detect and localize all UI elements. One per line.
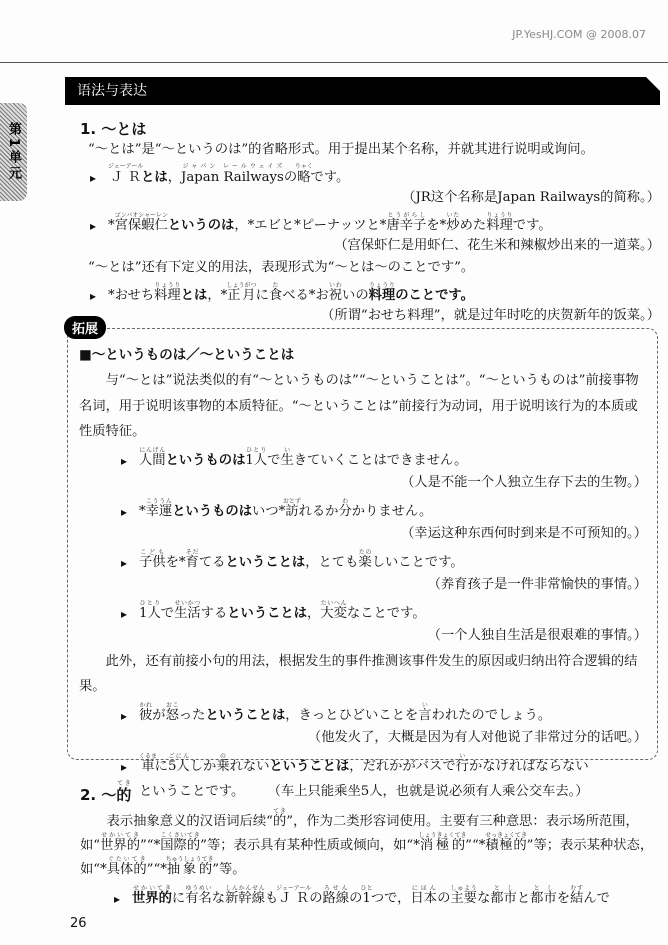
ruby-reading: しんかんせん (225, 885, 265, 892)
text-segment: しいことです。 (371, 554, 464, 570)
ruby-base: 1人 (245, 452, 268, 468)
ruby-base: 大変 (320, 605, 347, 621)
extension-body (79, 368, 647, 802)
ruby-word (167, 752, 190, 774)
ruby-word (485, 832, 527, 853)
ruby-word (225, 885, 265, 906)
text-segment: 表示抽象意义的汉语词后续“ (106, 814, 273, 829)
ruby-word (108, 163, 144, 185)
paragraph: “～とは”还有下定义的用法，表现形式为“～とは～のことです”。 (88, 260, 475, 275)
ruby-word (530, 885, 557, 906)
ruby-word (294, 163, 313, 185)
ruby-word (174, 599, 201, 621)
ruby-base: 楽 (358, 554, 372, 570)
ruby-reading: そだ (185, 548, 199, 556)
text-segment: ”等；表示具有某种性质或倾向，如“* (200, 838, 420, 853)
watermark: JP.YesHJ.COM @ 2008.07 (512, 28, 646, 41)
ruby-reading: とうがらし (386, 212, 427, 219)
unit-side-tab: 第1单元 (0, 103, 27, 201)
ruby-word (100, 832, 140, 853)
ruby-base: 的 (272, 814, 287, 829)
ruby-reading: しょうがつ (226, 282, 257, 289)
header-rule (0, 62, 668, 63)
text-segment: かりません。 (351, 503, 433, 519)
ruby-reading: ちゅうしょうてき (165, 856, 214, 863)
ruby-base: 都市 (530, 891, 557, 906)
ruby-base: 分 (338, 503, 352, 519)
ruby-base: 結 (570, 891, 584, 906)
ruby-base: 5人 (167, 758, 190, 774)
ruby-reading: の (216, 752, 230, 760)
ruby-reading: せっきょくてき (485, 832, 527, 839)
ruby-reading: わ (338, 497, 352, 505)
ruby-reading: りゃく (294, 163, 313, 170)
text-segment: ，とても (305, 554, 359, 570)
ruby-reading: た (268, 282, 283, 289)
translation-line: （所谓“おせち料理”，就是过年时吃的庆贺新年的饭菜。） (321, 308, 660, 323)
ruby-word (139, 599, 161, 621)
text-segment: ”，作为二类形容词使用。主要有三种意思：表示场所范围，如“ (80, 814, 639, 853)
ruby-word (272, 808, 287, 829)
ruby-word (185, 548, 199, 570)
ruby-word (132, 885, 172, 906)
ruby-reading: いわ (328, 282, 343, 289)
ruby-base: 怒 (165, 707, 179, 723)
ruby-reading: くるま (139, 752, 158, 760)
text-segment: を* (165, 554, 186, 570)
folded-corner-icon (646, 77, 660, 91)
translation-line: （JR这个名称是Japan Railways的简称。） (402, 190, 660, 205)
ruby-reading: せかいてき (100, 832, 140, 839)
ruby-base: 祝 (328, 288, 343, 303)
text-segment: も (264, 891, 279, 906)
ruby-reading: ごにん (167, 752, 190, 760)
text-segment: った (178, 707, 206, 723)
text-segment: れるか (298, 503, 339, 519)
ruby-base: 乗 (216, 758, 230, 774)
ruby-base: 新幹線 (225, 891, 265, 906)
ruby-word (216, 752, 230, 774)
ruby-reading: ひと (360, 885, 373, 892)
ruby-reading: ひとり (245, 446, 268, 454)
ruby-base: ＪＲ (108, 170, 144, 185)
text-segment: する (200, 605, 228, 621)
ruby-word (358, 548, 372, 570)
ruby-base: 育 (185, 554, 199, 570)
ruby-word (446, 212, 460, 233)
text-segment: とは (141, 170, 168, 185)
example-sentence (79, 547, 647, 573)
ruby-reading: てき (116, 780, 132, 787)
ruby-word (490, 885, 517, 906)
ruby-reading: おとず (282, 497, 301, 505)
ruby-base: 世界的 (100, 838, 140, 853)
ruby-base: 食 (268, 288, 283, 303)
ruby-word (455, 752, 469, 774)
section-2-title-word (116, 780, 132, 804)
text-segment: ，きっとひどいことを (285, 707, 419, 723)
example-sentence (80, 882, 655, 908)
text-segment: ”等。 (212, 862, 246, 877)
text-segment: ”“* (465, 838, 486, 853)
ruby-word (154, 282, 181, 303)
section-2-title-prefix: 2. ～ (80, 786, 117, 804)
ruby-base: 生 (280, 452, 294, 468)
ruby-base: 有名 (185, 891, 212, 906)
extension-label: 拓展 (64, 316, 106, 339)
text-segment: てる (198, 554, 226, 570)
ruby-word (139, 548, 166, 570)
ruby-base: 生活 (174, 605, 201, 621)
ruby-word (268, 282, 283, 303)
ruby-reading: ぐたいてき (106, 856, 147, 863)
section-1-body (88, 139, 660, 327)
text-segment: の (437, 891, 451, 906)
text-segment: というものは (165, 452, 246, 468)
example-sentence (88, 209, 660, 235)
ruby-word (106, 856, 147, 877)
ruby-reading: いた (446, 212, 460, 219)
text-segment: *おせち (108, 288, 155, 303)
ruby-base: 車 (139, 758, 158, 774)
ruby-word (114, 212, 168, 233)
ruby-word (486, 212, 513, 233)
ruby-base: 国際的 (160, 838, 201, 853)
ruby-reading: にほん (410, 885, 438, 892)
ruby-reading: せいかつ (174, 599, 201, 607)
text-segment: です。 (512, 218, 552, 233)
text-segment: ， (307, 605, 321, 621)
ruby-reading: い (455, 752, 469, 760)
ruby-word (139, 446, 166, 468)
ruby-reading: かれ (139, 701, 153, 709)
ruby-base: 都市 (490, 891, 517, 906)
text-segment: ， (167, 170, 181, 185)
ruby-reading: たの (358, 548, 372, 556)
text-segment: しか (189, 758, 217, 774)
text-segment: を* (426, 218, 447, 233)
text-segment: いの (342, 288, 369, 303)
ruby-reading: ゆうめい (185, 885, 212, 892)
ruby-base: 略 (294, 170, 313, 185)
text-segment: に (255, 288, 269, 303)
ruby-word (450, 885, 477, 906)
text-segment: というのは (167, 218, 235, 233)
example-sentence (79, 496, 647, 522)
ruby-base: 1 (360, 891, 373, 906)
ruby-base: 主要 (450, 891, 477, 906)
text-segment: ”“* (140, 838, 161, 853)
ruby-word (320, 599, 347, 621)
ruby-word (276, 885, 312, 906)
text-segment: と (516, 891, 531, 906)
ruby-reading: こううん (145, 497, 173, 505)
ruby-reading: こくさいてき (160, 832, 201, 839)
ruby-word (139, 701, 153, 723)
text-segment: んで (583, 891, 610, 906)
ruby-word (145, 497, 173, 519)
text-segment: の (309, 891, 323, 906)
text-segment: ”等；表示某种状态，如“* (80, 838, 654, 877)
ruby-word (418, 832, 467, 853)
ruby-reading: い (280, 446, 294, 454)
translation-line: （养育孩子是一件非常愉快的事情。） (427, 577, 647, 592)
paragraph: 与“～とは”说法类似的有“～というものは”“～ということは”。“～というものは”前接事物名词，用于说明该事物的本质特征。“～ということは”前接行为动词，用于说明该行为的本质或性质特征。 (79, 373, 639, 439)
text-segment: ，*エビと*ピーナッツと* (234, 218, 387, 233)
ruby-word (165, 701, 179, 723)
ruby-reading: せかいてき (132, 885, 172, 892)
ruby-word (139, 752, 158, 774)
text-segment: で (160, 605, 175, 621)
ruby-word (328, 282, 343, 303)
ruby-base: 宮保蝦仁 (114, 218, 168, 233)
paragraph (80, 808, 655, 882)
ruby-reading: とし (530, 885, 557, 892)
text-segment: に (171, 891, 186, 906)
ruby-reading: ろせん (322, 885, 350, 892)
text-segment: われたのでしょう。 (431, 707, 552, 723)
text-segment: ということは (225, 554, 306, 570)
example-sentence (79, 776, 647, 802)
ruby-base: 正月 (226, 288, 257, 303)
ruby-reading: ジェーアール (108, 163, 144, 170)
example-sentence (88, 279, 660, 305)
ruby-word (410, 885, 438, 906)
ruby-reading: ジャパン レールウェイズ (181, 163, 284, 170)
section-2-body (80, 808, 655, 908)
ruby-word (185, 885, 212, 906)
ruby-reading: ひとり (139, 599, 161, 607)
ruby-reading: しょうきょくてき (418, 832, 467, 839)
ruby-word (282, 497, 301, 519)
example-sentence (79, 445, 647, 471)
ruby-base: 子供 (139, 554, 166, 570)
section-1-title: 1. ～とは (80, 120, 147, 138)
ruby-word (322, 885, 350, 906)
ruby-word (160, 832, 201, 853)
ruby-reading: りょうり (486, 212, 513, 219)
text-segment: ということは (205, 707, 286, 723)
example-sentence (79, 700, 647, 726)
ruby-base: 言 (418, 707, 432, 723)
ruby-reading: むす (570, 885, 584, 892)
example-sentence (88, 161, 660, 187)
ruby-base: 行 (455, 758, 469, 774)
text-segment: ということは (269, 758, 350, 774)
paragraph: “～とは”是“～というのは”的省略形式。用于提出某个名称，并就其进行说明或询问。 (88, 142, 594, 157)
ruby-base: 料理 (368, 288, 396, 303)
ruby-word (368, 282, 396, 303)
ruby-word (418, 701, 432, 723)
ruby-base: 1人 (139, 605, 161, 621)
ruby-base: 唐辛子 (386, 218, 427, 233)
example-sentence (79, 751, 647, 777)
ruby-base: Japan Railways (181, 170, 284, 185)
ruby-base: 訪 (282, 503, 301, 519)
ruby-base: 的 (116, 786, 132, 804)
section-2-title (80, 780, 131, 805)
translation-line: （一个人独自生活是很艰难的事情。） (427, 628, 647, 643)
translation-line: （他发火了，大概是因为有人对他说了非常过分的话吧。） (307, 730, 647, 745)
text-segment: の (349, 891, 363, 906)
ruby-word (570, 885, 584, 906)
ruby-base: 料理 (154, 288, 181, 303)
text-segment: いつ* (252, 503, 286, 519)
translation-inline: （车上只能乘坐5人，也就是说必须有人乘公交车去。） (274, 784, 589, 799)
text-segment: なことです。 (346, 605, 426, 621)
translation-line: （人是不能一个人独立生存下去的生物。） (401, 475, 647, 490)
text-segment: です。 (310, 170, 350, 185)
ruby-word (386, 212, 427, 233)
text-segment: れない (229, 758, 270, 774)
ruby-base: 料理 (486, 218, 513, 233)
text-segment: ということは (227, 605, 308, 621)
ruby-word (280, 446, 294, 468)
ruby-reading: い (418, 701, 432, 709)
example-sentence (79, 598, 647, 624)
text-segment: きていくことはできません。 (293, 452, 468, 468)
text-segment: ”“* (146, 862, 167, 877)
ruby-base: 抽象的 (165, 862, 214, 877)
ruby-word (360, 885, 373, 906)
text-segment: な (476, 891, 491, 906)
text-segment: に (154, 758, 168, 774)
ruby-base: ＪＲ (276, 891, 312, 906)
text-segment: * (108, 218, 115, 233)
ruby-reading: たいへん (320, 599, 347, 607)
ruby-word (165, 856, 214, 877)
ruby-word (226, 282, 257, 303)
ruby-word (338, 497, 352, 519)
ruby-reading: ゴンバオシャーレン (114, 212, 168, 219)
page-number: 26 (70, 916, 87, 931)
ruby-base: 幸運 (145, 503, 173, 519)
text-segment: の (283, 170, 298, 185)
ruby-base: 積極的 (485, 838, 527, 853)
ruby-reading: とし (490, 885, 517, 892)
translation-line: （宫保虾仁是用虾仁、花生米和辣椒炒出来的一道菜。） (334, 238, 660, 253)
ruby-base: 路線 (322, 891, 350, 906)
ruby-reading: おこ (165, 701, 179, 709)
ruby-reading: りょうり (368, 282, 396, 289)
text-segment: かなければならない (468, 758, 589, 774)
text-segment: ，* (207, 288, 228, 303)
ruby-base: 世界的 (132, 891, 172, 906)
text-segment: つで， (370, 891, 411, 906)
text-segment: を (556, 891, 571, 906)
ruby-reading: こども (139, 548, 166, 556)
text-segment: とは (180, 288, 208, 303)
text-segment: べる*お (282, 288, 329, 303)
ruby-base: 消極的 (418, 838, 467, 853)
text-segment: というものは (172, 503, 253, 519)
ruby-reading: ジェーアール (276, 885, 312, 892)
ruby-base: 具体的 (106, 862, 147, 877)
text-segment: ということです。 (139, 784, 245, 799)
ruby-word (181, 163, 284, 185)
ruby-base: 炒 (446, 218, 460, 233)
text-segment: で (267, 452, 281, 468)
ruby-base: 日本 (410, 891, 438, 906)
section-header-title: 语法与表达 (77, 83, 147, 99)
text-segment: * (139, 503, 146, 519)
ruby-word (245, 446, 268, 468)
ruby-base: 彼 (139, 707, 153, 723)
text-segment: めた (459, 218, 487, 233)
extension-heading: ■～というものは／～ということは (79, 347, 295, 363)
ruby-reading: てき (272, 808, 287, 815)
ruby-reading: りょうり (154, 282, 181, 289)
ruby-reading: にんげん (139, 446, 166, 454)
text-segment: な (211, 891, 226, 906)
text-segment: のことです。 (395, 288, 474, 303)
translation-line: （幸运这种东西何时到来是不可预知的。） (401, 526, 647, 541)
text-segment: が (152, 707, 166, 723)
text-segment: ，だれかがバスで (349, 758, 456, 774)
section-header-bar (65, 77, 660, 105)
ruby-reading: しゅよう (450, 885, 477, 892)
ruby-base: 人間 (139, 452, 166, 468)
paragraph: 此外，还有前接小句的用法，根据发生的事件推测该事件发生的原因或归纳出符合逻辑的结果。 (79, 653, 638, 694)
